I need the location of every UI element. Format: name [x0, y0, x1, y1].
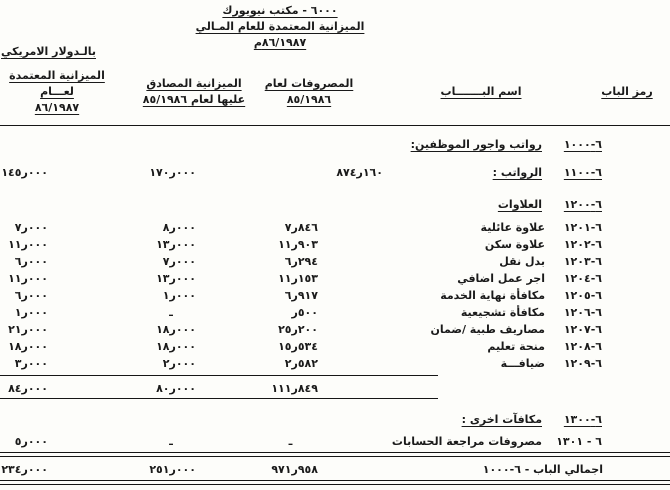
adopted-budget-value: ٠٠٠ر٥: [14, 435, 48, 448]
section-code: ٦-١٢٠٠: [563, 198, 602, 211]
adopted-budget-subtotal: ٠٠٠ر٨٤: [8, 382, 48, 395]
allowance-row: [0, 305, 670, 321]
adopted-budget-value: ٠٠٠ر٦: [14, 255, 48, 268]
approved-budget-value: ـ: [169, 435, 173, 448]
expenditures-value: ٥٣٤ر١٥: [278, 340, 318, 353]
row-label: مصاريف طبية /ضمان: [430, 323, 545, 336]
adopted-budget-value: ٠٠٠ر٣: [14, 357, 48, 370]
allowances-subtotal-row: [0, 381, 670, 397]
allowance-row: [0, 356, 670, 372]
column-header-chapter-name: [410, 84, 552, 100]
adopted-budget-value: ٠٠٠ر٢١: [8, 323, 48, 336]
expenditures-value: ١٥٣ر١١: [278, 272, 318, 285]
column-header-line: اسم البـــــــاب: [440, 85, 522, 98]
approved-budget-value: ٠٠٠ر١٣: [156, 238, 196, 251]
expenditures-subtotal: ٨٤٩ر١١١: [271, 382, 318, 395]
row-code: ٦-١٢٠٢: [563, 238, 602, 251]
row-label: اجر عمل اضافي: [457, 272, 545, 285]
adopted-budget-value: ٠٠٠ر١١: [8, 272, 48, 285]
adopted-budget-value: ٠٠٠ر١٨: [8, 340, 48, 353]
office-title-line: ٦٠٠٠ - مكتب نيويورك: [222, 4, 338, 17]
section-row-allowances: [0, 197, 670, 213]
column-header-line: الميزانية المصادق: [146, 77, 242, 90]
expenditures-value: ـ: [288, 435, 293, 448]
expenditures-value: ٥٠٠ر: [291, 306, 318, 319]
approved-budget-value: ـ: [169, 306, 173, 319]
approved-budget-value: ٠٠٠ر٢: [162, 357, 196, 370]
section-code: ٦-١٠٠٠: [563, 138, 602, 151]
section-row-salaries-group: [0, 137, 670, 153]
expenditures-value: ١٦٠ر٨٧٤: [336, 166, 383, 179]
approved-budget-value: ٠٠٠ر١٧٠: [149, 166, 196, 179]
currency-note: بالـدولار الامريكي: [1, 45, 96, 58]
column-header-line: المصروفات لعام: [264, 77, 354, 90]
approved-budget-value: ٠٠٠ر١٨: [156, 340, 196, 353]
row-code: ٦-١٢٠٨: [563, 340, 602, 353]
total-rule-top: [0, 452, 670, 457]
row-code: ٦-١٢٠٧: [563, 323, 602, 336]
column-header-line: ٨٥/١٩٨٦: [286, 93, 332, 106]
row-label: مصروفات مراجعة الحسابات: [391, 435, 542, 448]
row-code: ٦-١٢٠٦: [563, 306, 602, 319]
document-header: [160, 3, 400, 51]
salaries-row: [0, 165, 670, 181]
budget-title-line: الميزانية المعتمدة للعام المـالي: [195, 20, 365, 33]
subtotal-rule-top: [0, 375, 438, 376]
approved-budget-value: ٠٠٠ر٧: [162, 255, 196, 268]
section-code: ٦-١٣٠٠: [563, 413, 602, 426]
row-code: ٦-١٢٠٤: [563, 272, 602, 285]
allowance-row: [0, 271, 670, 287]
allowance-row: [0, 220, 670, 236]
column-header-approved-budget-1986: [136, 76, 252, 108]
row-label: ضيافـــة: [500, 357, 545, 370]
adopted-budget-total: ٠٠٠ر٢٣٤: [1, 463, 48, 476]
row-label: بدل نقل: [499, 255, 545, 268]
approved-budget-value: ٠٠٠ر١٨: [156, 323, 196, 336]
subtotal-rule-bottom: [0, 398, 438, 399]
total-rule-bottom: [0, 480, 670, 485]
fiscal-year-line: ٨٦/١٩٨٧م: [253, 36, 307, 49]
column-header-adopted-budget-1987: [2, 68, 112, 116]
adopted-budget-value: ٠٠٠ر١٤٥: [1, 166, 48, 179]
expenditures-value: ٨٤٦ر٧: [284, 221, 318, 234]
allowance-row: [0, 339, 670, 355]
section-row-other-bonuses: [0, 412, 670, 428]
allowance-row: [0, 254, 670, 270]
column-header-line: ٨٦/١٩٨٧: [34, 101, 80, 114]
expenditures-total: ٩٥٨ر٩٧١: [271, 463, 318, 476]
adopted-budget-value: ٠٠٠ر١١: [8, 238, 48, 251]
row-label: منحة تعليم: [487, 340, 545, 353]
row-label: علاوة سكن: [484, 238, 545, 251]
expenditures-value: ٢٩٤ر٦: [284, 255, 318, 268]
adopted-budget-value: ٠٠٠ر٦: [14, 289, 48, 302]
row-code: ٦-١٢٠١: [563, 221, 602, 234]
approved-budget-value: ٠٠٠ر١٣: [156, 272, 196, 285]
row-label: مكافأة نهاية الخدمة: [440, 289, 545, 302]
row-code: ٦-١٢٠٥: [563, 289, 602, 302]
row-label: علاوة عائلية: [480, 221, 545, 234]
column-header-line: رمز الباب: [601, 85, 653, 98]
column-header-chapter-code: [588, 84, 666, 100]
adopted-budget-value: ٠٠٠ر٧: [14, 221, 48, 234]
total-label: اجمالي الباب - ٦-١٠٠٠: [482, 463, 603, 476]
allowance-row: [0, 322, 670, 338]
column-header-expenditures-1986: [254, 76, 364, 108]
allowance-row: [0, 237, 670, 253]
column-header-line: لعـــام: [40, 85, 74, 98]
row-label: مكافأة تشجيعية: [460, 306, 545, 319]
row-code: ٦-١٢٠٩: [563, 357, 602, 370]
expenditures-value: ٩١٧ر٦: [284, 289, 318, 302]
header-divider-rule: [0, 125, 670, 126]
section-label: مكافآت اخرى :: [461, 413, 542, 426]
row-label: الرواتب :: [492, 166, 542, 179]
approved-budget-value: ٠٠٠ر٨: [162, 221, 196, 234]
approved-budget-subtotal: ٠٠٠ر٨٠: [156, 382, 196, 395]
section-label: رواتب واجور الموظفين:: [410, 138, 542, 151]
audit-expenses-row: [0, 434, 670, 450]
adopted-budget-value: ٠٠٠ر١: [14, 306, 48, 319]
row-code: ٦-١١٠٠: [563, 166, 602, 179]
column-header-line: عليها لعام ٨٥/١٩٨٦: [142, 93, 246, 106]
row-code: ٦-١٢٠٣: [563, 255, 602, 268]
approved-budget-value: ٠٠٠ر١: [162, 289, 196, 302]
expenditures-value: ٢٠٠ر٢٥: [278, 323, 318, 336]
expenditures-value: ٥٨٢ر٢: [284, 357, 318, 370]
allowance-row: [0, 288, 670, 304]
row-code: ٦ - ١٣٠١: [556, 435, 602, 448]
approved-budget-total: ٠٠٠ر٢٥١: [149, 463, 196, 476]
column-header-line: الميزانية المعتمدة: [9, 69, 105, 82]
chapter-total-row: [0, 462, 670, 478]
expenditures-value: ٩٠٣ر١١: [278, 238, 318, 251]
section-label: العلاوات: [497, 198, 542, 211]
